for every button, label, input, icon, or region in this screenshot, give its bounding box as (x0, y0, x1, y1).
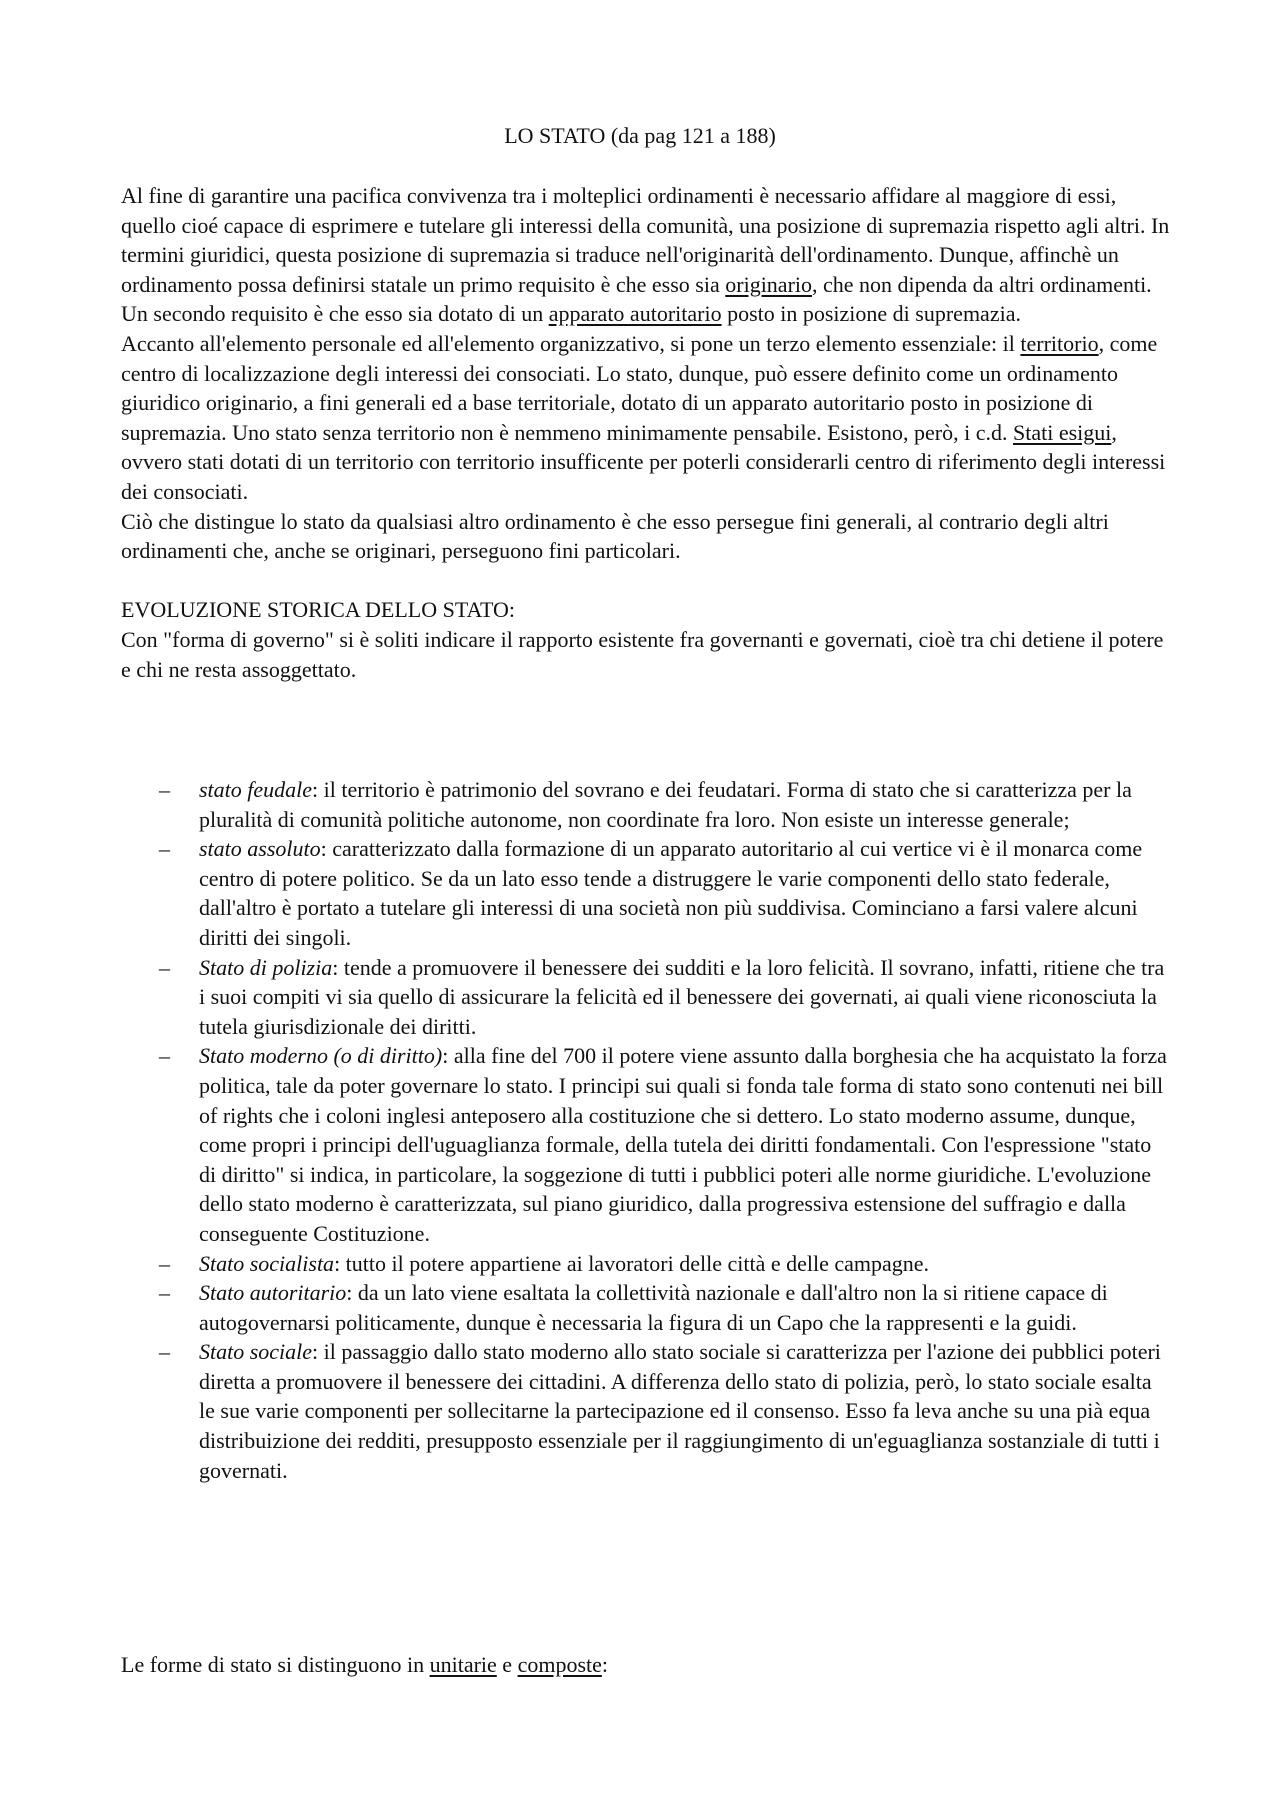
intro-paragraph-3: Accanto all'elemento personale ed all'elemento organizzativo, si pone un terzo elemento essenziale: il territorio, come centro di localizzazione degli interessi dei consociati. Lo stato, dunque, può essere definito come un ordinamento giuridico originario, a fini generali ed a base territoriale, dotato di un apparato autoritario posto in posizione di supremazia. Uno stato senza territorio non è nemmeno minimamente pensabile. Esistono, però, i c.d. Stati esigui, ovvero stati dotati di un territorio con territorio insufficente per poterli considerarli centro di riferimento degli interessi dei consociati. (121, 330, 1166, 504)
dash-bullet: – (159, 836, 170, 862)
closing-paragraph: Le forme di stato si distinguono in unitarie e composte: (121, 1652, 609, 1677)
underlined-term-unitarie: unitarie (429, 1652, 497, 1677)
list-item-text: : alla fine del 700 il potere viene assunto dalla borghesia che ha acquistato la forza politica, tale da poter governare lo stato. I principi sui quali si fonda tale forma di stato sono contenuti nei bill of rights che i coloni inglesi anteposero alla costituzione che si dettero. Lo stato moderno assume, dunque, come propri i principi dell'uguaglianza formale, della tutela dei diritti fondamentali. Con l'espressione "stato di diritto" si indica, in particolare, la soggezione di tutti i pubblici poteri alle norme giuridiche. L'evoluzione dello stato moderno è caratterizzata, sul piano giuridico, dalla progressiva estensione del suffragio e dalla conseguente Costituzione. (199, 1043, 1167, 1246)
evolution-intro-paragraph: Con "forma di governo" si è soliti indicare il rapporto esistente fra governanti e governati, cioè tra chi detiene il potere e chi ne resta assoggettato. (121, 626, 1164, 682)
dash-bullet: – (159, 954, 170, 980)
dash-bullet: – (159, 777, 170, 802)
intro-paragraph-4: Ciò che distingue lo stato da qualsiasi altro ordinamento è che esso persegue fini generali, al contrario degli altri ordinamenti che, anche se originari, perseguono fini particolari. (121, 508, 1109, 564)
underlined-term-originario: originario (725, 271, 813, 297)
list-item-term: Stato autoritario (199, 1280, 347, 1306)
list-item-text: : caratterizzato dalla formazione di un apparato autoritario al cui vertice vi è il monarca come centro di potere politico. Se da un lato esso tende a distruggere le varie componenti dello stato federale, dall'altro è portato a tutelare gli interessi di una società non più suddivisa. Cominciano a farsi valere alcuni diritti dei singoli. (199, 836, 1143, 950)
list-item-text: : tutto il potere appartiene ai lavoratori delle città e delle campagne. (334, 1250, 930, 1276)
list-item-text: : il passaggio dallo stato moderno allo stato sociale si caratterizza per l'azione dei pubblici poteri diretta a promuovere il benessere dei cittadini. A differenza dello stato di polizia, però, lo stato sociale esalta le sue varie componenti per sollecitarne la partecipazione ed il consenso. Esso fa leva anche su una pià equa distribuizione dei redditi, presupposto essenziale per il raggiungimento di un'eguaglianza sostanziale di tutti i governati. (199, 1339, 1161, 1483)
underlined-term-stati-esigui: Stati esigui (1012, 419, 1112, 445)
dash-bullet: – (159, 1043, 170, 1069)
section-heading-evolution: EVOLUZIONE STORICA DELLO STATO: (121, 597, 516, 623)
paragraph-spacer (121, 566, 1171, 596)
intro-paragraph-1: Al fine di garantire una pacifica convivenza tra i molteplici ordinamenti è necessario affidare al maggiore di essi, quello cioé capace di esprimere e tutelare gli interessi della comunità, una posizione di supremazia rispetto agli altri. In termini giuridici, questa posizione di supremazia si traduce nell'originarità dell'ordinamento. Dunque, affinchè un ordinamento possa definirsi statale un primo requisito è che esso sia originario, che non dipenda da altri ordinamenti. (121, 183, 1170, 297)
dash-bullet: – (159, 1280, 170, 1306)
list-item (121, 953, 1171, 1042)
list-item-term: Stato socialista (199, 1250, 335, 1276)
list-item-text: : da un lato viene esaltata la collettività nazionale e dall'altro non la si ritiene capace di autogovernarsi politicamente, dunque è necessaria la figura di un Capo che la rappresenti e la guidi. (199, 1280, 1108, 1335)
list-item-term: stato feudale (199, 777, 313, 802)
list-item (121, 1249, 1171, 1279)
list-item-term: Stato sociale (199, 1339, 313, 1365)
list-item (121, 1278, 1171, 1337)
underlined-term-territorio: territorio (1020, 330, 1099, 356)
underlined-term-apparato-autoritario: apparato autoritario (548, 301, 722, 327)
list-item (121, 1337, 1171, 1485)
list-item-text: : tende a promuovere il benessere dei sudditi e la loro felicità. Il sovrano, infatti, ritiene che tra i suoi compiti vi sia quello di assicurare la felicità ed il benessere dei governati, ai quali viene riconosciuta la tutela giurisdizionale dei diritti. (199, 954, 1165, 1039)
intro-section (121, 181, 1171, 684)
list-item-text: : il territorio è patrimonio del sovrano e dei feudatari. Forma di stato che si caratterizza per la pluralità di comunità politiche autonome, non coordinate fra loro. Non esiste un interesse generale; (199, 777, 1132, 832)
dash-bullet: – (159, 1339, 170, 1365)
list-item (121, 1041, 1171, 1248)
list-item-term: stato assoluto (199, 836, 321, 862)
page-title: LO STATO (da pag 121 a 188) (504, 123, 776, 148)
list-item (121, 834, 1171, 952)
intro-paragraph-2: Un secondo requisito è che esso sia dotato di un apparato autoritario posto in posizione di supremazia. (121, 301, 1021, 327)
state-forms-list (121, 775, 1171, 1485)
underlined-term-composte: composte (517, 1652, 602, 1677)
list-item (121, 775, 1171, 834)
dash-bullet: – (159, 1250, 170, 1276)
list-item-term: Stato di polizia (199, 954, 333, 980)
list-item-term: Stato moderno (o di diritto) (199, 1043, 443, 1069)
